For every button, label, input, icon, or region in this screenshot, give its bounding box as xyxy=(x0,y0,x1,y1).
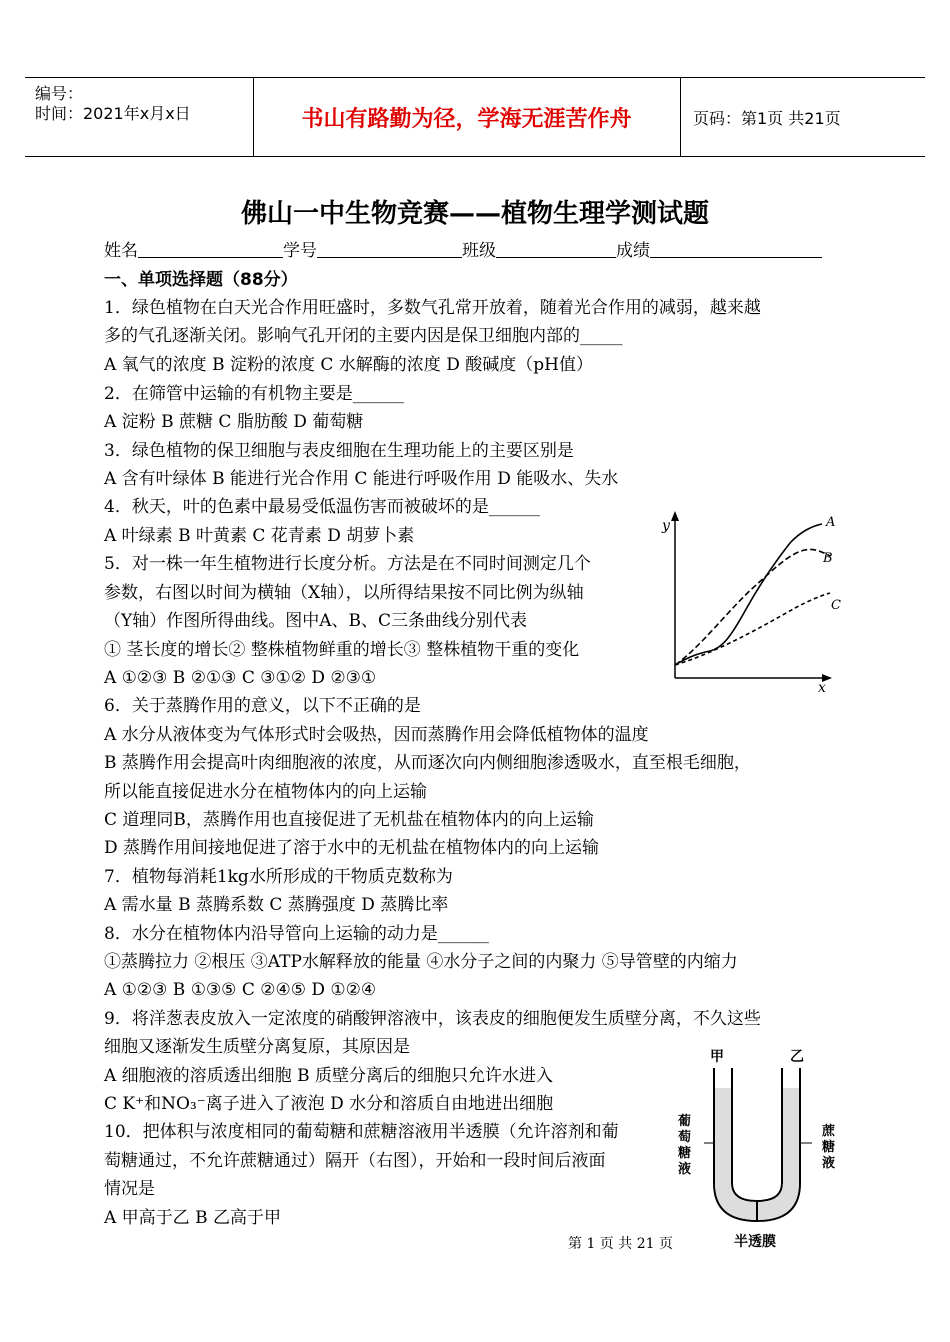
question-line: 6．关于蒸腾作用的意义，以下不正确的是 xyxy=(104,696,421,716)
question-line: 参数，右图以时间为横轴（X轴），以所得结果按不同比例为纵轴 xyxy=(104,583,584,603)
y-arrow xyxy=(671,511,679,521)
field-score-label: 成绩 xyxy=(616,241,650,261)
tube-inner-wall xyxy=(732,1068,782,1201)
header-page-info: 页码：第1页 共21页 xyxy=(693,109,841,128)
student-info-fields xyxy=(104,241,822,261)
field-class-label: 班级 xyxy=(462,241,496,261)
question-line: 9．将洋葱表皮放入一定浓度的硝酸钾溶液中，该表皮的细胞便发生质壁分离，不久这些 xyxy=(104,1009,761,1029)
page-footer: 第 1 页 共 21 页 xyxy=(568,1236,673,1252)
tube-right-label: 乙 xyxy=(790,1049,804,1065)
option-line: A ①②③ B ②①③ C ③①② D ②③① xyxy=(104,668,377,688)
y-axis-label: y xyxy=(662,518,670,534)
question-line: 1．绿色植物在白天光合作用旺盛时，多数气孔常开放着，随着光合作用的减弱，越来越 xyxy=(104,298,761,318)
field-score-blank[interactable] xyxy=(650,241,822,258)
question-line: ①蒸腾拉力 ②根压 ③ATP水解释放的能量 ④水分子之间的内聚力 ⑤导管壁的内缩力 xyxy=(104,952,738,972)
question-line: 2．在筛管中运输的有机物主要是______ xyxy=(104,384,404,404)
curve-c-label: C xyxy=(831,598,841,613)
header-meta xyxy=(35,84,191,124)
header-number-label: 编号： xyxy=(35,84,84,103)
sucrose-label: 蔗糖液 xyxy=(822,1124,836,1171)
option-line: B 蒸腾作用会提高叶肉细胞液的浓度，从而逐次向内侧细胞渗透吸水，直至根毛细胞， xyxy=(104,753,751,773)
question-line: ① 茎长度的增长② 整株植物鲜重的增长③ 整株植物干重的变化 xyxy=(104,640,580,660)
question-line: 8．水分在植物体内沿导管向上运输的动力是______ xyxy=(104,924,489,944)
question-line: 3．绿色植物的保卫细胞与表皮细胞在生理功能上的主要区别是 xyxy=(104,441,574,461)
option-line: A 甲高于乙 B 乙高于甲 xyxy=(104,1208,281,1228)
field-name-blank[interactable] xyxy=(138,241,283,258)
question-line: 7．植物每消耗1kg水所形成的干物质克数称为 xyxy=(104,867,453,887)
question-line: （Y轴）作图所得曲线。图中A、B、C三条曲线分别代表 xyxy=(104,611,527,631)
option-line: A 叶绿素 B 叶黄素 C 花青素 D 胡萝卜素 xyxy=(104,526,415,546)
header-divider xyxy=(680,78,681,156)
question-line: 多的气孔逐渐关闭。影响气孔开闭的主要内因是保卫细胞内部的_____ xyxy=(104,326,623,346)
option-line: A 水分从液体变为气体形式时会吸热，因而蒸腾作用会降低植物体的温度 xyxy=(104,725,649,745)
curve-b-label: B xyxy=(823,551,833,566)
document-header xyxy=(25,77,925,157)
option-line: C 道理同B，蒸腾作用也直接促进了无机盐在植物体内的向上运输 xyxy=(104,810,594,830)
field-id-label: 学号 xyxy=(283,241,317,261)
option-line: A 细胞液的溶质透出细胞 B 质壁分离后的细胞只允许水进入 xyxy=(104,1066,553,1086)
u-tube-figure xyxy=(672,1043,852,1253)
curve-a-label: A xyxy=(826,515,836,530)
membrane-label: 半透膜 xyxy=(734,1234,776,1250)
option-line: A 需水量 B 蒸腾系数 C 蒸腾强度 D 蒸腾比率 xyxy=(104,895,449,915)
glucose-label: 葡萄糖液 xyxy=(678,1114,692,1177)
option-line: C K⁺和NO₃⁻离子进入了液泡 D 水分和溶质自由地进出细胞 xyxy=(104,1094,554,1114)
tube-left-label: 甲 xyxy=(710,1049,724,1065)
field-name-label: 姓名 xyxy=(104,241,138,261)
header-time-label: 时间：2021年x月x日 xyxy=(35,104,191,123)
question-line: 细胞又逐渐发生质壁分离复原，其原因是 xyxy=(104,1037,410,1057)
section-heading: 一、单项选择题（88分） xyxy=(104,270,298,290)
curve-b xyxy=(675,549,830,665)
header-motto: 书山有路勤为径，学海无涯苦作舟 xyxy=(301,107,632,132)
question-line: 情况是 xyxy=(104,1179,155,1199)
curve-a xyxy=(675,524,822,665)
growth-curve-figure xyxy=(660,508,850,693)
question-line: 4．秋天，叶的色素中最易受低温伤害而被破坏的是______ xyxy=(104,497,540,517)
page-title: 佛山一中生物竞赛——植物生理学测试题 xyxy=(240,199,709,229)
field-class-blank[interactable] xyxy=(496,241,616,258)
question-line: 10．把体积与浓度相同的葡萄糖和蔗糖溶液用半透膜（允许溶剂和葡 xyxy=(104,1122,619,1142)
option-line: A 淀粉 B 蔗糖 C 脂肪酸 D 葡萄糖 xyxy=(104,412,364,432)
field-id-blank[interactable] xyxy=(317,241,462,258)
option-line: A 含有叶绿体 B 能进行光合作用 C 能进行呼吸作用 D 能吸水、失水 xyxy=(104,469,619,489)
question-line: 萄糖通过，不允许蔗糖通过）隔开（右图），开始和一段时间后液面 xyxy=(104,1151,606,1171)
question-line: 5．对一株一年生植物进行长度分析。方法是在不同时间测定几个 xyxy=(104,554,591,574)
option-line: A ①②③ B ①③⑤ C ②④⑤ D ①②④ xyxy=(104,980,377,1000)
x-axis-label: x xyxy=(818,680,826,693)
option-line: 所以能直接促进水分在植物体内的向上运输 xyxy=(104,782,427,802)
option-line: A 氧气的浓度 B 淀粉的浓度 C 水解酶的浓度 D 酸碱度（pH值） xyxy=(104,355,593,375)
option-line: D 蒸腾作用间接地促进了溶于水中的无机盐在植物体内的向上运输 xyxy=(104,838,600,858)
